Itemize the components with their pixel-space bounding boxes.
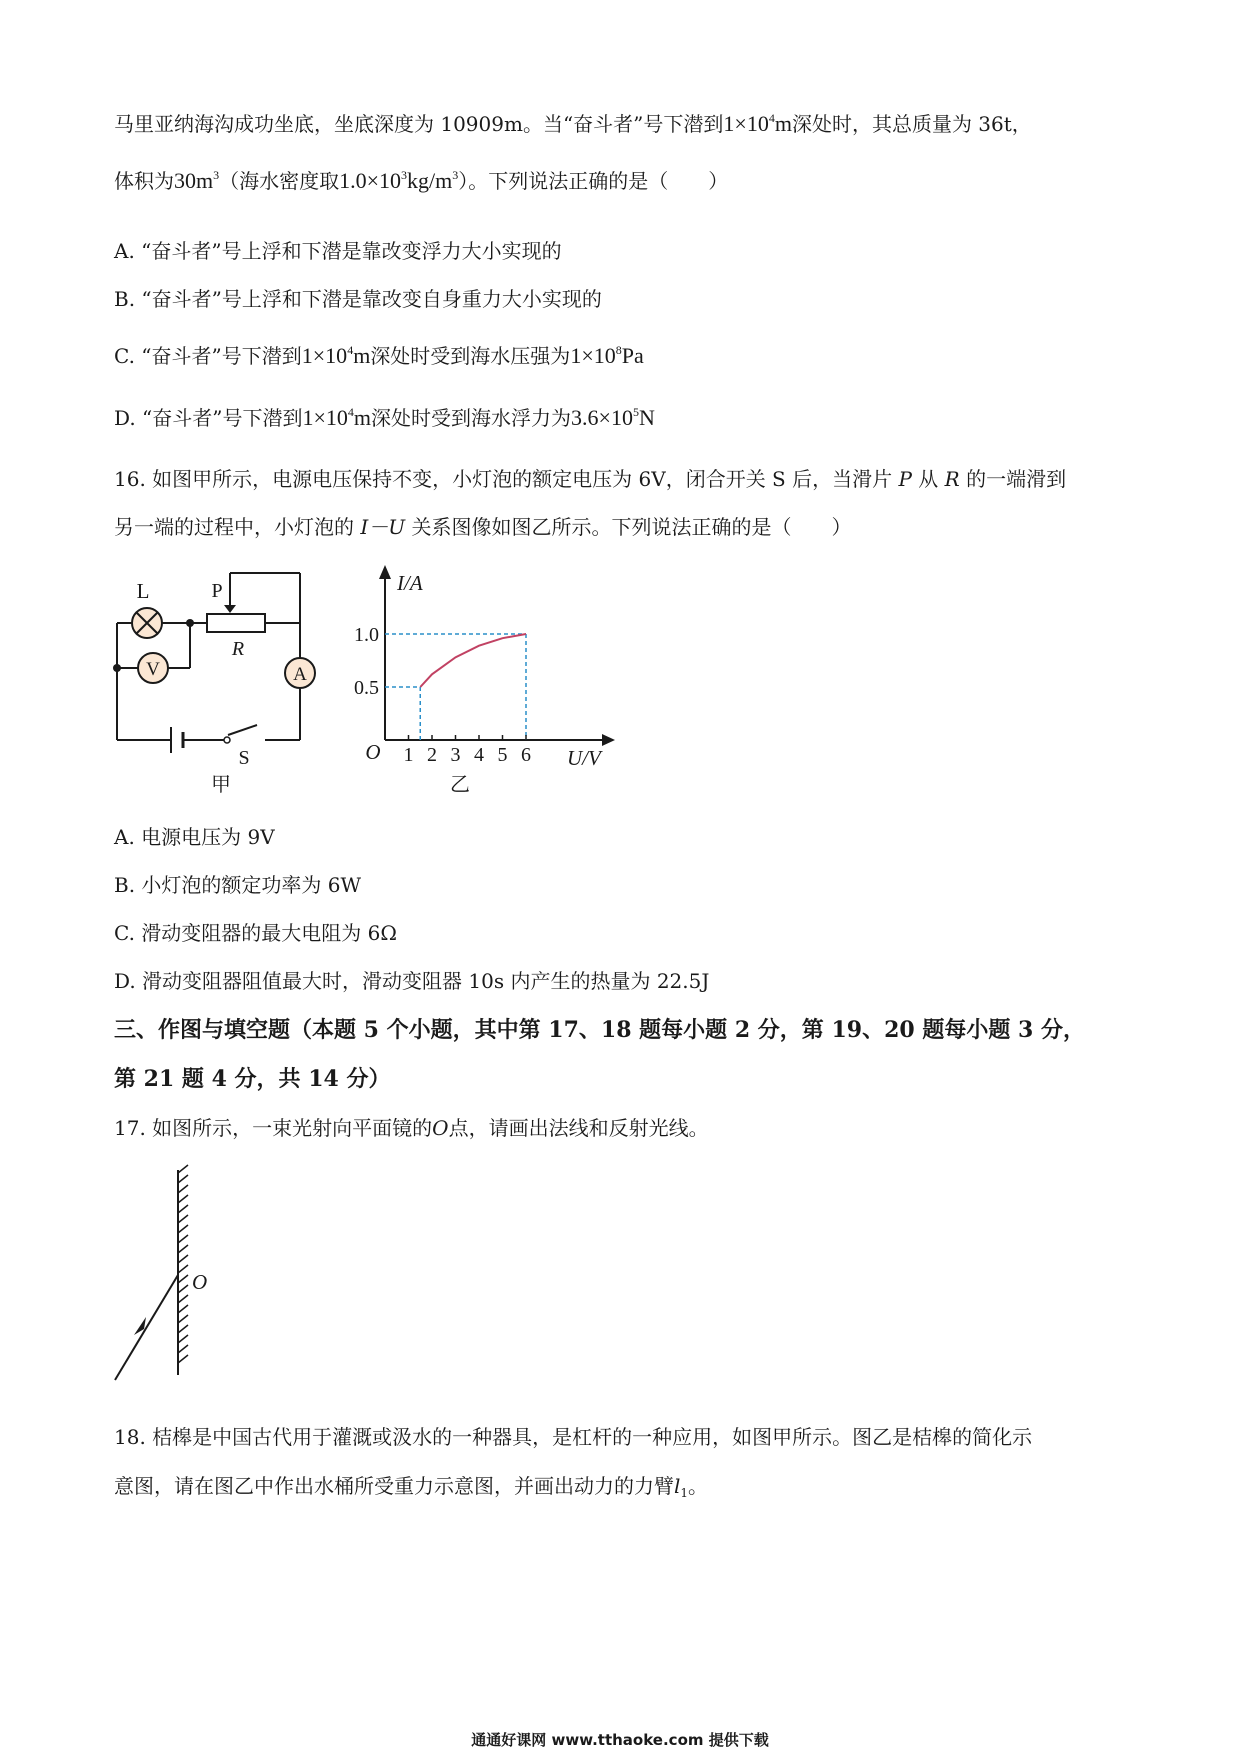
slider-label: P [211, 580, 223, 602]
text: 点，请画出法线和反射光线。 [448, 1116, 709, 1140]
y-axis-label-text: I/A [397, 571, 423, 595]
math-density [339, 168, 458, 193]
var-iu: I－U [360, 515, 406, 539]
ammeter-label: A [293, 664, 307, 685]
switch-label: S [238, 747, 250, 769]
mirror-hatch-mark [178, 1285, 188, 1293]
math-buoyancy [571, 405, 655, 430]
text: 从 [918, 467, 939, 491]
switch-contact [224, 737, 230, 743]
mirror-hatch-mark [178, 1335, 188, 1343]
mirror-hatch-mark [178, 1185, 188, 1193]
subscript: 1 [680, 1486, 689, 1500]
mirror-hatch-mark [178, 1165, 188, 1173]
math-unit: m [353, 405, 372, 430]
x-axis-label: U/V [567, 746, 601, 770]
mirror-hatch-mark [178, 1275, 188, 1283]
math-volume [174, 168, 219, 193]
math-base: 1×10 [302, 405, 348, 430]
voltmeter-label: V [146, 659, 160, 680]
mirror-diagram [110, 1165, 230, 1385]
text: 深处时受到海水浮力为 [371, 406, 572, 430]
text: 的一端滑到 [966, 467, 1067, 491]
junction-dot [113, 664, 121, 672]
var-o: O [432, 1116, 449, 1140]
mirror-hatch-mark [178, 1305, 188, 1313]
text: 17. 如图所示，一束光射向平面镜的 [114, 1116, 433, 1140]
mirror-hatch-mark [178, 1315, 188, 1323]
mirror-hatch-mark [178, 1195, 188, 1203]
mirror-hatch-mark [178, 1295, 188, 1303]
mirror-hatch-mark [178, 1235, 188, 1243]
math-base: 1.0×10 [339, 168, 402, 193]
q15-line-2 [114, 168, 728, 194]
text: 深处时受到海水压强为 [370, 344, 571, 368]
math-base: 1×10 [301, 343, 348, 368]
math-unit: m [353, 343, 371, 368]
text: 马里亚纳海沟成功坐底，坐底深度为 10909m。当“奋斗者”号下潜到 [114, 112, 724, 136]
x-tick-label: 1 [403, 744, 414, 766]
origin-label: O [365, 740, 381, 764]
math-base: 1×10 [570, 343, 616, 368]
mirror-hatch-mark [178, 1245, 188, 1253]
math-exp: 3 [452, 168, 459, 182]
q15-option-a: A. “奋斗者”号上浮和下潜是靠改变浮力大小实现的 [114, 239, 562, 263]
x-tick-label: 6 [521, 744, 531, 766]
mirror-hatch-mark [178, 1255, 188, 1263]
text: 16. 如图甲所示，电源电压保持不变，小灯泡的额定电压为 6V，闭合开关 S 后，当滑片 [114, 467, 893, 491]
x-axis-arrow-icon [602, 734, 615, 746]
x-tick-label: 2 [427, 744, 437, 766]
math-base: 30m [174, 168, 214, 193]
section-heading-line-2: 第 21 题 4 分，共 14 分） [114, 1066, 391, 1092]
q16-line-1 [114, 467, 1066, 491]
q16-line-2 [114, 515, 851, 539]
math-depth [302, 343, 371, 368]
math-pressure [570, 343, 643, 368]
math-base: 3.6×10 [571, 405, 633, 430]
point-o-label: O [192, 1270, 208, 1294]
x-tick-label: 3 [450, 744, 461, 766]
q18-line-2 [114, 1474, 708, 1498]
math-base: 1×10 [723, 111, 769, 136]
math-exp: 4 [347, 405, 354, 419]
q17-text [114, 1116, 709, 1140]
iu-curve [420, 634, 526, 687]
mirror-hatch-mark [178, 1175, 188, 1183]
circuit-caption: 甲 [211, 774, 231, 796]
circuit-diagram [105, 565, 325, 795]
text: （海水密度取 [219, 169, 340, 193]
text: 关系图像如图乙所示。下列说法正确的是（ ） [411, 515, 852, 539]
math-exp: 8 [615, 343, 622, 357]
text: ）。下列说法正确的是（ ） [458, 169, 729, 193]
math-unit: Pa [621, 343, 644, 368]
footer-watermark: 通通好课网 www.tthaoke.com 提供下载 [471, 1731, 769, 1749]
iu-graph [355, 565, 615, 795]
text: 意图，请在图乙中作出水桶所受重力示意图，并画出动力的力臂 [114, 1474, 674, 1498]
resistor [207, 614, 265, 632]
slider-arrow-icon [224, 605, 236, 613]
text: 深处时，其总质量为 36t， [791, 112, 1032, 136]
mirror-hatch-mark [178, 1225, 188, 1233]
math-unit: kg/m [407, 168, 453, 193]
math-exp: 3 [213, 168, 220, 182]
text: 体积为 [114, 169, 174, 193]
q15-option-b: B. “奋斗者”号上浮和下潜是靠改变自身重力大小实现的 [114, 287, 602, 311]
junction-dot [186, 619, 194, 627]
switch-blade [228, 725, 257, 735]
text: D. “奋斗者”号下潜到 [114, 406, 303, 430]
mirror-hatch-mark [178, 1215, 188, 1223]
q18-line-1: 18. 桔槔是中国古代用于灌溉或汲水的一种器具，是杠杆的一种应用，如图甲所示。图乙是桔槔的简化示 [114, 1425, 1033, 1449]
text: C. “奋斗者”号下潜到 [114, 344, 302, 368]
q16-option-d: D. 滑动变阻器阻值最大时，滑动变阻器 10s 内产生的热量为 22.5J [114, 969, 710, 993]
y-axis-arrow-icon [379, 565, 391, 579]
math-depth [303, 405, 372, 430]
x-tick-label: 5 [497, 744, 508, 766]
resistor-label: R [231, 638, 245, 660]
section-heading-line-1: 三、作图与填空题（本题 5 个小题，其中第 17、18 题每小题 2 分，第 19、20 题每小题 3 分， [114, 1017, 1085, 1043]
mirror-hatch-mark [178, 1325, 188, 1333]
math-unit: m [774, 111, 792, 136]
q15-option-d [114, 405, 655, 431]
mirror-hatch-mark [178, 1205, 188, 1213]
text: 。 [688, 1474, 709, 1498]
x-tick-label: 4 [474, 744, 484, 766]
math-exp: 4 [347, 343, 354, 357]
mirror-hatch-mark [178, 1265, 188, 1273]
math-exp: 4 [768, 111, 775, 125]
math-exp: 5 [632, 405, 639, 419]
y-tick-label: 0.5 [354, 677, 379, 699]
var-r: R [944, 467, 960, 491]
mirror-hatch-mark [178, 1355, 188, 1363]
y-tick-label: 1.0 [354, 624, 379, 646]
q16-option-b: B. 小灯泡的额定功率为 6W [114, 873, 362, 897]
graph-caption: 乙 [450, 774, 470, 796]
var-p: P [898, 467, 912, 491]
q16-option-c: C. 滑动变阻器的最大电阻为 6Ω [114, 921, 397, 945]
text: 另一端的过程中，小灯泡的 [114, 515, 354, 539]
incident-ray [115, 1275, 178, 1380]
q15-option-c [114, 343, 644, 369]
mirror-hatch-mark [178, 1345, 188, 1353]
math-depth [723, 111, 792, 136]
math-exp: 3 [401, 168, 408, 182]
lamp-label: L [136, 579, 150, 603]
var-l: l [674, 1474, 681, 1498]
q15-line-1 [114, 111, 1032, 137]
y-axis-label [396, 571, 423, 595]
math-unit: N [638, 405, 655, 430]
q16-option-a: A. 电源电压为 9V [114, 825, 275, 849]
